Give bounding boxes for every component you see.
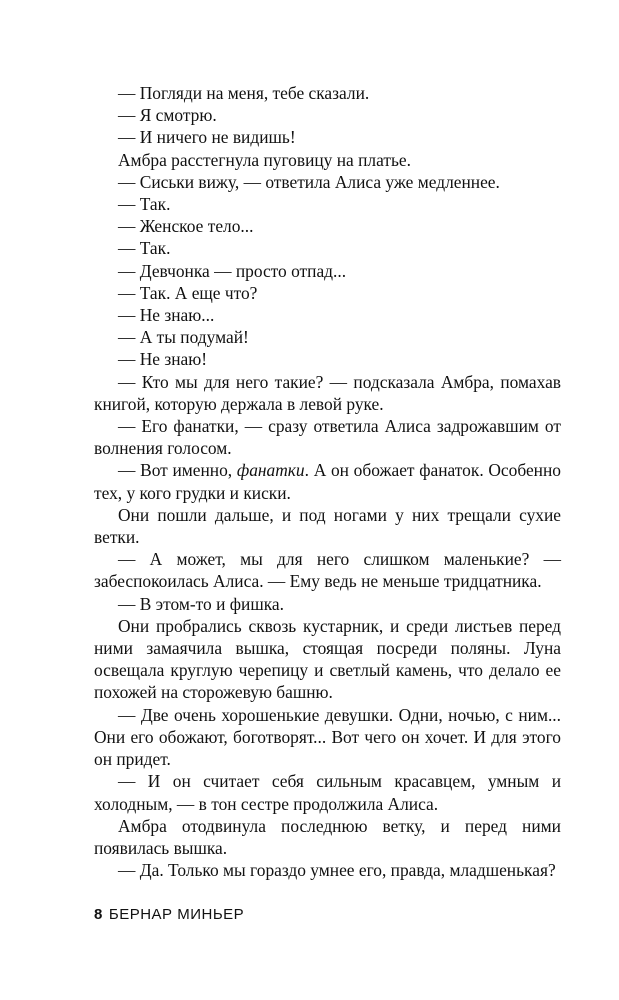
paragraph: — А ты подумай! — [118, 327, 249, 348]
paragraph: — А может, мы для него слишком маленькие? — забеспокоилась Алиса. — Ему ведь не меньше тридцатника. — [94, 549, 561, 592]
paragraph: — Так. А еще что? — [118, 282, 258, 303]
body-text — [94, 82, 561, 881]
paragraph: — И ничего не видишь! — [118, 127, 296, 148]
paragraph: Они пошли дальше, и под ногами у них трещали сухие ветки. — [94, 504, 561, 548]
paragraph: — Две очень хорошенькие девушки. Одни, ночью, с ним... Они его обожают, боготворят... Вот чего он хочет. И для этого он придет. — [94, 704, 561, 770]
paragraph: — Погляди на меня, тебе сказали. — [118, 83, 370, 103]
emphasis-italic: фанатки — [236, 460, 305, 481]
paragraph-emphasis — [94, 459, 561, 503]
emphasis-after: . А он обожает фанаток. Особенно тех, у кого грудки и киски. — [94, 460, 561, 503]
running-author: БЕРНАР МИНЬЕР — [108, 906, 245, 923]
paragraph: — Не знаю! — [118, 349, 208, 370]
paragraph: — Да. Только мы гораздо умнее его, правда, младшенькая? — [118, 860, 556, 881]
paragraph: — Не знаю... — [118, 305, 215, 326]
paragraph: — В этом-то и фишка. — [118, 593, 284, 614]
paragraph: — Кто мы для него такие? — подсказала Амбра, помахав книгой, которую держала в левой руке. — [94, 371, 561, 414]
paragraph: — Женское тело... — [118, 216, 254, 237]
paragraph: — Так. — [118, 238, 171, 259]
paragraph: Амбра расстегнула пуговицу на платье. — [118, 149, 411, 170]
paragraph: Они пробрались сквозь кустарник, и среди листьев перед ними замаячила вышка, стоящая посреди поляны. Луна освещала круглую черепицу и светлый камень, что делало ее похожей на сторожевую башню. — [94, 615, 561, 703]
page-number: 8 — [94, 906, 103, 923]
paragraph: — Сиськи вижу, — ответила Алиса уже медленнее. — [118, 171, 500, 192]
paragraph: Амбра отодвинула последнюю ветку, и перед ними появилась вышка. — [94, 815, 561, 858]
emphasis-before: — Вот именно, — [118, 460, 237, 481]
paragraph: — Девчонка — просто отпад... — [118, 260, 347, 281]
paragraph: — Его фанатки, — сразу ответила Алиса задрожавшим от волнения голосом. — [94, 416, 561, 459]
paragraph: — И он считает себя сильным красавцем, умным и холодным, — в тон сестре продолжила Алиса. — [94, 771, 561, 814]
paragraph: — Так. — [118, 194, 171, 215]
page-footer — [94, 906, 244, 923]
paragraph: — Я смотрю. — [118, 105, 217, 126]
